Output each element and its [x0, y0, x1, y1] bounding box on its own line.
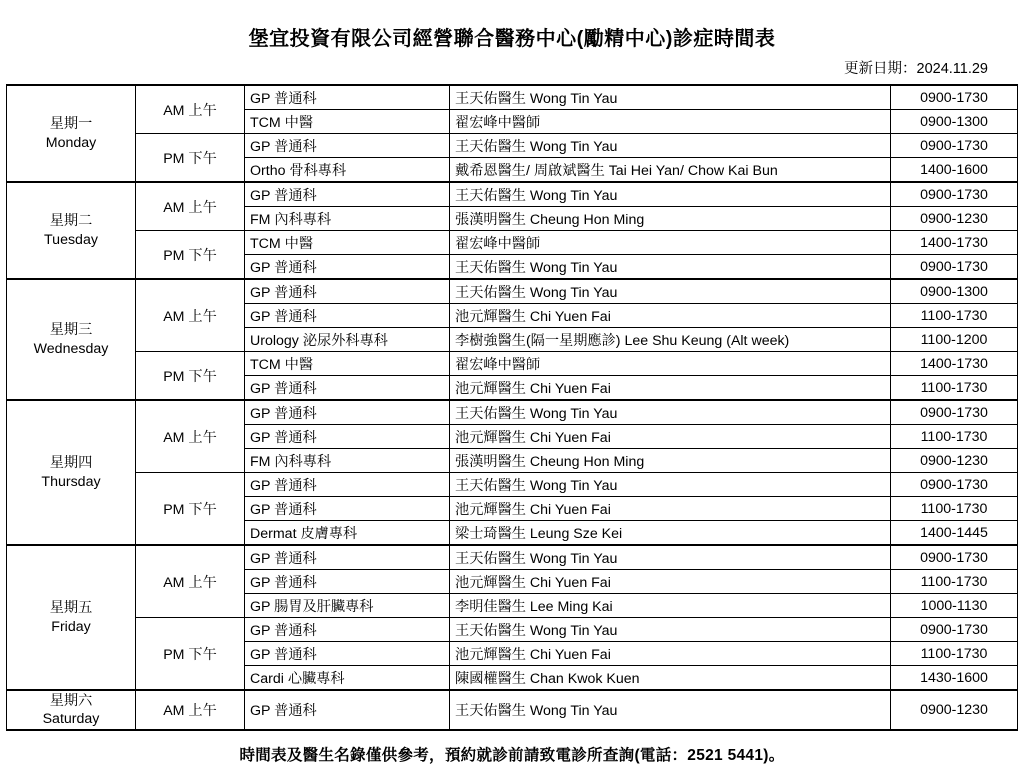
department-cell: GP 普通科 — [245, 570, 450, 594]
doctor-cell: 梁士琦醫生 Leung Sze Kei — [450, 521, 891, 546]
day-label-en: Monday — [45, 134, 97, 151]
time-cell: 1100-1730 — [891, 376, 1018, 401]
department-cell: GP 普通科 — [245, 304, 450, 328]
day-cell — [7, 545, 136, 690]
table-row — [7, 400, 1018, 425]
time-cell: 1000-1130 — [891, 594, 1018, 618]
footer-note: 時間表及醫生名錄僅供參考，預約就診前請致電診所查詢(電話：2521 5441)。 — [239, 747, 785, 765]
day-label-zh: 星期六 — [49, 693, 93, 709]
doctor-cell: 戴希恩醫生/ 周啟斌醫生 Tai Hei Yan/ Chow Kai Bun — [450, 158, 891, 183]
department-cell: GP 普通科 — [245, 376, 450, 401]
table-row — [7, 134, 1018, 158]
time-cell: 1100-1200 — [891, 328, 1018, 352]
session-cell: PM 下午 — [136, 473, 245, 546]
table-row — [7, 473, 1018, 497]
time-cell: 1100-1730 — [891, 425, 1018, 449]
department-cell: GP 普通科 — [245, 425, 450, 449]
day-label-zh: 星期五 — [49, 600, 93, 617]
session-cell: AM 上午 — [136, 400, 245, 473]
time-cell: 0900-1230 — [891, 690, 1018, 730]
department-cell: Cardi 心臟專科 — [245, 666, 450, 691]
department-cell: GP 普通科 — [245, 642, 450, 666]
doctor-cell: 李樹強醫生(隔一星期應診) Lee Shu Keung (Alt week) — [450, 328, 891, 352]
department-cell: GP 腸胃及肝臟專科 — [245, 594, 450, 618]
doctor-cell: 王天佑醫生 Wong Tin Yau — [450, 134, 891, 158]
department-cell: Ortho 骨科專科 — [245, 158, 450, 183]
doctor-cell: 王天佑醫生 Wong Tin Yau — [450, 182, 891, 207]
time-cell: 0900-1730 — [891, 182, 1018, 207]
day-cell — [7, 400, 136, 545]
day-label-en: Thursday — [41, 473, 101, 490]
doctor-cell: 池元輝醫生 Chi Yuen Fai — [450, 570, 891, 594]
session-cell: PM 下午 — [136, 352, 245, 401]
page-title: 堡宜投資有限公司經營聯合醫務中心(勵精中心)診症時間表 — [248, 28, 776, 50]
time-cell: 1100-1730 — [891, 304, 1018, 328]
department-cell: GP 普通科 — [245, 690, 450, 730]
day-label-zh: 星期四 — [49, 455, 93, 472]
session-cell: PM 下午 — [136, 618, 245, 691]
schedule-table-body — [7, 85, 1018, 730]
department-cell: TCM 中醫 — [245, 231, 450, 255]
day-cell — [7, 182, 136, 279]
table-row — [7, 231, 1018, 255]
session-cell: AM 上午 — [136, 545, 245, 618]
time-cell: 1400-1600 — [891, 158, 1018, 183]
time-cell: 0900-1730 — [891, 85, 1018, 110]
table-row — [7, 352, 1018, 376]
day-label-en: Wednesday — [33, 340, 109, 357]
day-cell — [7, 690, 136, 730]
time-cell: 1100-1730 — [891, 497, 1018, 521]
doctor-cell: 王天佑醫生 Wong Tin Yau — [450, 85, 891, 110]
time-cell: 0900-1730 — [891, 400, 1018, 425]
time-cell: 0900-1300 — [891, 110, 1018, 134]
session-cell: PM 下午 — [136, 231, 245, 280]
table-row — [7, 618, 1018, 642]
doctor-cell: 王天佑醫生 Wong Tin Yau — [450, 279, 891, 304]
department-cell: GP 普通科 — [245, 473, 450, 497]
time-cell: 1400-1730 — [891, 231, 1018, 255]
time-cell: 1100-1730 — [891, 570, 1018, 594]
time-cell: 0900-1730 — [891, 618, 1018, 642]
time-cell: 0900-1730 — [891, 134, 1018, 158]
session-cell: AM 上午 — [136, 182, 245, 231]
doctor-cell: 翟宏峰中醫師 — [450, 110, 891, 134]
department-cell: GP 普通科 — [245, 279, 450, 304]
time-cell: 0900-1730 — [891, 545, 1018, 570]
department-cell: GP 普通科 — [245, 400, 450, 425]
session-cell: PM 下午 — [136, 134, 245, 183]
doctor-cell: 王天佑醫生 Wong Tin Yau — [450, 618, 891, 642]
day-cell — [7, 279, 136, 400]
department-cell: FM 內科專科 — [245, 207, 450, 231]
doctor-cell: 李明佳醫生 Lee Ming Kai — [450, 594, 891, 618]
table-row — [7, 182, 1018, 207]
doctor-cell: 王天佑醫生 Wong Tin Yau — [450, 473, 891, 497]
doctor-cell: 池元輝醫生 Chi Yuen Fai — [450, 376, 891, 401]
department-cell: GP 普通科 — [245, 497, 450, 521]
time-cell: 1400-1445 — [891, 521, 1018, 546]
day-label-zh: 星期二 — [49, 213, 93, 230]
doctor-cell: 張漢明醫生 Cheung Hon Ming — [450, 449, 891, 473]
doctor-cell: 王天佑醫生 Wong Tin Yau — [450, 690, 891, 730]
doctor-cell: 翟宏峰中醫師 — [450, 231, 891, 255]
doctor-cell: 池元輝醫生 Chi Yuen Fai — [450, 497, 891, 521]
department-cell: GP 普通科 — [245, 545, 450, 570]
time-cell: 1100-1730 — [891, 642, 1018, 666]
department-cell: TCM 中醫 — [245, 352, 450, 376]
doctor-cell: 池元輝醫生 Chi Yuen Fai — [450, 642, 891, 666]
session-cell: AM 上午 — [136, 85, 245, 134]
doctor-cell: 張漢明醫生 Cheung Hon Ming — [450, 207, 891, 231]
time-cell: 1400-1730 — [891, 352, 1018, 376]
doctor-cell: 翟宏峰中醫師 — [450, 352, 891, 376]
time-cell: 0900-1730 — [891, 255, 1018, 280]
department-cell: GP 普通科 — [245, 85, 450, 110]
table-row — [7, 545, 1018, 570]
time-cell: 0900-1300 — [891, 279, 1018, 304]
department-cell: FM 內科專科 — [245, 449, 450, 473]
day-label-zh: 星期一 — [49, 116, 93, 133]
department-cell: GP 普通科 — [245, 255, 450, 280]
table-row — [7, 690, 1018, 730]
doctor-cell: 陳國權醫生 Chan Kwok Kuen — [450, 666, 891, 691]
doctor-cell: 池元輝醫生 Chi Yuen Fai — [450, 304, 891, 328]
updated-date: 更新日期：2024.11.29 — [844, 61, 988, 77]
day-label-en: Saturday — [42, 711, 100, 728]
doctor-cell: 王天佑醫生 Wong Tin Yau — [450, 545, 891, 570]
department-cell: GP 普通科 — [245, 618, 450, 642]
doctor-cell: 王天佑醫生 Wong Tin Yau — [450, 255, 891, 280]
day-cell — [7, 85, 136, 182]
department-cell: TCM 中醫 — [245, 110, 450, 134]
department-cell: Dermat 皮膚專科 — [245, 521, 450, 546]
department-cell: Urology 泌尿外科專科 — [245, 328, 450, 352]
session-cell: AM 上午 — [136, 279, 245, 352]
time-cell: 0900-1230 — [891, 207, 1018, 231]
time-cell: 0900-1230 — [891, 449, 1018, 473]
department-cell: GP 普通科 — [245, 134, 450, 158]
doctor-cell: 池元輝醫生 Chi Yuen Fai — [450, 425, 891, 449]
department-cell: GP 普通科 — [245, 182, 450, 207]
day-label-zh: 星期三 — [49, 322, 93, 339]
day-label-en: Friday — [51, 618, 91, 635]
time-cell: 0900-1730 — [891, 473, 1018, 497]
table-row — [7, 85, 1018, 110]
table-row — [7, 279, 1018, 304]
schedule-table — [6, 84, 1018, 731]
day-label-en: Tuesday — [44, 231, 98, 248]
session-cell: AM 上午 — [136, 690, 245, 730]
doctor-cell: 王天佑醫生 Wong Tin Yau — [450, 400, 891, 425]
time-cell: 1430-1600 — [891, 666, 1018, 691]
